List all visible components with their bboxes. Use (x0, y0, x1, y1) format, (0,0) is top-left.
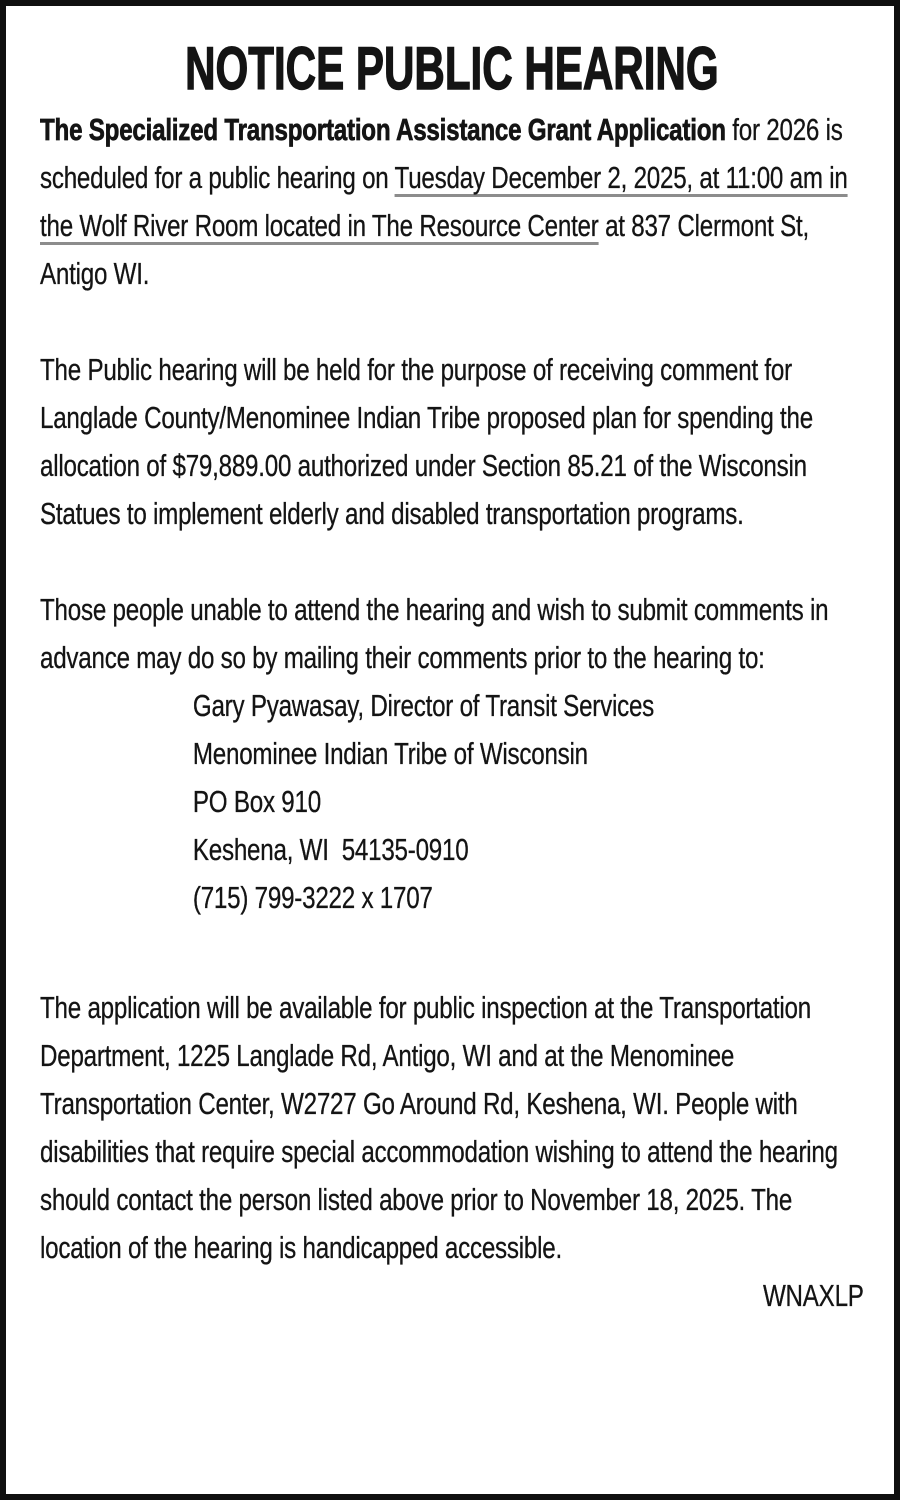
address-line-phone: (715) 799-3222 x 1707 (192, 880, 433, 915)
paragraph-hearing-purpose: The Public hearing will be held for the purpose of receiving comment for Langlade County/Menominee Indian Tribe proposed plan for spending the allocation of $79,889.00 authorized under Section 85.21 of the Wisconsin Statues to implement elderly and disabled transportation programs. (40, 352, 813, 531)
paragraph-hearing-schedule (40, 106, 864, 298)
notice-title-text: NOTICE PUBLIC HEARING (185, 35, 719, 102)
hearing-schedule-mid-text: for 2026 is scheduled for a public hearing on (40, 112, 843, 195)
grant-application-lead-bold: The Specialized Transportation Assistance Grant Application (40, 112, 726, 147)
address-line-contact-name: Gary Pyawasay, Director of Transit Services (192, 688, 655, 723)
address-line-organization: Menominee Indian Tribe of Wisconsin (192, 736, 588, 771)
address-line-city-state-zip: Keshena, WI 54135-0910 (192, 832, 469, 867)
paragraph-public-inspection: The application will be available for public inspection at the Transportation Department, 1225 Langlade Rd, Antigo, WI and at the Menominee Transportation Center, W2727 Go Around Rd, Keshena, WI. People with disabilities that require special accommodation wishing to attend the hearing should contact the person listed above prior to November 18, 2025. The location of the hearing is handicapped accessible. (40, 990, 838, 1265)
address-line-po-box: PO Box 910 (192, 784, 321, 819)
notice-title (40, 36, 864, 102)
mailing-address-block (40, 682, 864, 922)
wnaxlp-tagline: WNAXLP (762, 1278, 864, 1313)
notice-content (40, 36, 864, 1320)
paragraph-mail-comments: Those people unable to attend the hearing and wish to submit comments in advance may do so by mailing their comments prior to the hearing to: (40, 592, 829, 675)
hearing-schedule-tail-text: at 837 Clermont St, Antigo WI. (40, 208, 809, 291)
hearing-datetime-location-underlined: Tuesday December 2, 2025, at 11:00 am in the Wolf River Room located in The Resource Center (40, 160, 848, 243)
